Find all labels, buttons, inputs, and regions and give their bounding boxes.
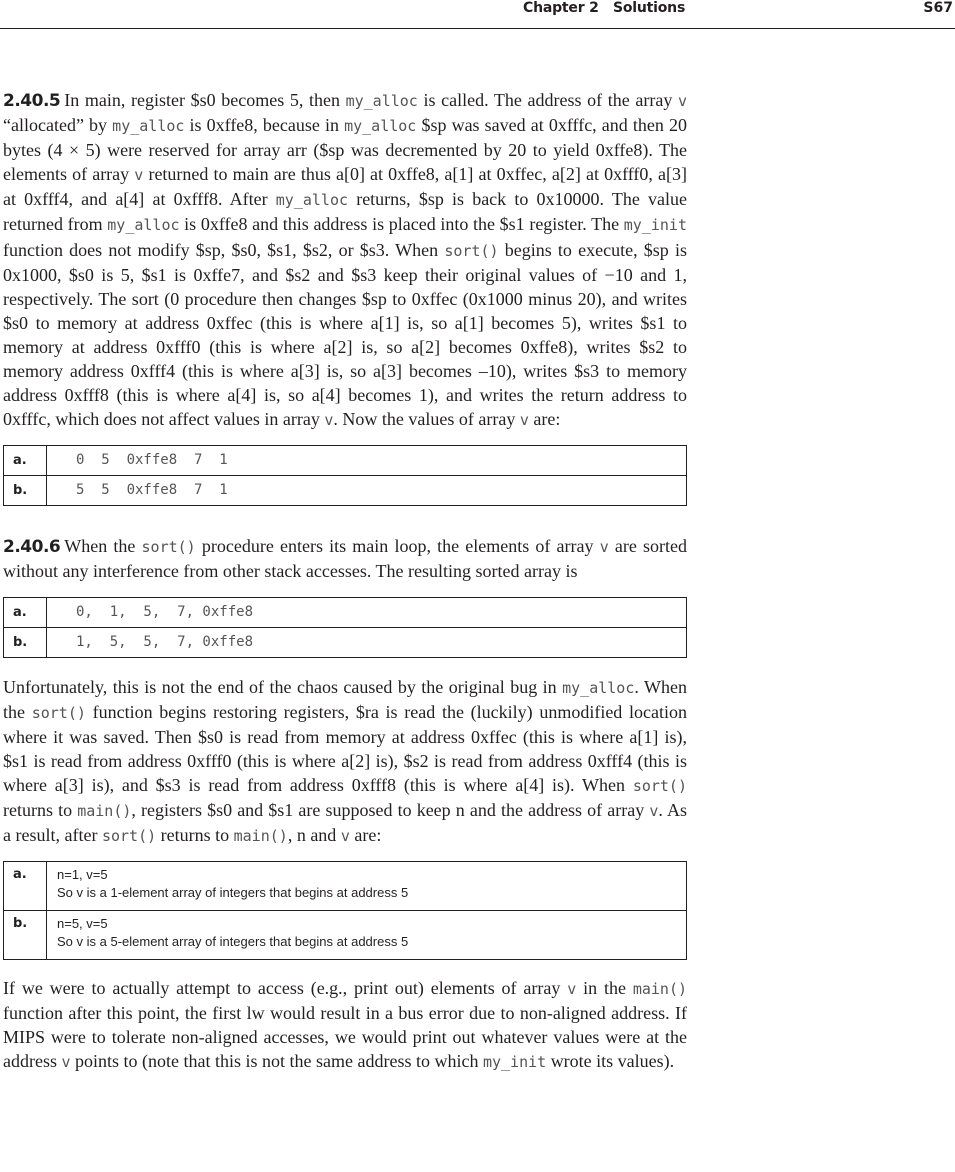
exercise-number: 2.40.6 xyxy=(3,537,61,558)
row-value: 5 5 0xffe8 7 1 xyxy=(47,476,687,506)
table-row xyxy=(4,597,687,627)
table-row xyxy=(4,476,687,506)
table-row xyxy=(4,446,687,476)
paragraph-restore: Unfortunately, this is not the end of the chaos caused by the original bug in my_alloc. When the sort() function begins restoring registers, $ra is read the (luckily) unmodified location where it was saved. Then $s0 is read from memory at address 0xffec (this is where a[1] is), $s1 is read from address 0xfff0 (this is where a[2] is), $s2 is read from address 0xfff4 (this is where a[3] is), and $s3 is read from address 0xfff8 (this is where a[4] is). When sort() returns to main(), registers $s0 and $s1 are supposed to keep n and the address of array v. As a result, after sort() returns to main(), n and v are: xyxy=(3,676,687,846)
code-term: v xyxy=(61,1053,71,1072)
code-term: my_alloc xyxy=(275,191,349,210)
document-body xyxy=(3,88,687,1075)
table-row xyxy=(4,627,687,657)
table-row xyxy=(4,862,687,911)
code-term: my_alloc xyxy=(107,216,180,235)
code-term: v xyxy=(134,166,144,185)
exercise-number: 2.40.5 xyxy=(3,91,61,111)
code-term: v xyxy=(599,538,609,557)
code-term: v xyxy=(649,801,659,820)
code-term: sort() xyxy=(141,538,196,557)
code-term: v xyxy=(567,980,577,999)
code-term: v xyxy=(324,411,334,430)
page-number: S67 xyxy=(923,0,953,16)
row-line-1: n=5, v=5 xyxy=(57,916,108,932)
code-term: main() xyxy=(632,980,688,999)
answer-table-sorted xyxy=(3,597,687,658)
row-value: 1, 5, 5, 7, 0xffe8 xyxy=(47,627,687,657)
row-label: b. xyxy=(4,911,47,960)
row-line-1: n=1, v=5 xyxy=(57,867,108,883)
answer-table-n-v xyxy=(3,861,687,960)
paragraph-conclusion: If we were to actually attempt to access (e.g., print out) elements of array v in the main() function after this point, the first lw would result in a bus error due to non-aligned address. If MIPS were to tolerate non-aligned accesses, we would print out whatever values were at the address v points to (note that this is not the same address to which my_init wrote its values). xyxy=(3,978,688,1072)
code-term: my_init xyxy=(623,216,687,235)
code-term: my_alloc xyxy=(345,92,418,110)
row-value: 0, 1, 5, 7, 0xffe8 xyxy=(47,597,687,627)
code-term: my_alloc xyxy=(112,117,185,136)
code-term: v xyxy=(677,92,687,110)
code-term: my_init xyxy=(482,1053,547,1072)
answer-table-2-40-5 xyxy=(3,445,687,506)
code-term: my_alloc xyxy=(562,678,635,697)
row-value: 0 5 0xffe8 7 1 xyxy=(47,446,687,476)
row-line-2: So v is a 1-element array of integers that begins at address 5 xyxy=(57,885,409,901)
chapter-label: Chapter 2 xyxy=(523,0,599,16)
running-header xyxy=(0,0,955,29)
code-term: sort() xyxy=(101,827,157,846)
row-label: a. xyxy=(4,862,47,911)
row-line-2: So v is a 5-element array of integers that begins at address 5 xyxy=(57,934,409,950)
code-term: sort() xyxy=(444,241,499,260)
row-value xyxy=(47,911,687,960)
table-row xyxy=(4,911,687,960)
row-label: a. xyxy=(4,446,47,476)
code-term: v xyxy=(519,411,529,430)
code-term: main() xyxy=(77,801,132,820)
row-label: a. xyxy=(4,597,47,627)
code-term: sort() xyxy=(31,703,86,722)
code-term: main() xyxy=(233,827,288,846)
row-label: b. xyxy=(4,627,47,657)
section-label: Solutions xyxy=(613,0,686,16)
paragraph-2-40-6: 2.40.6 When the sort() procedure enters its main loop, the elements of array v are sorted without any interference from other stack accesses. The resulting sorted array is xyxy=(3,536,687,582)
paragraph-2-40-5: 2.40.5 In main, register $s0 becomes 5, then my_alloc is called. The address of the array v “allocated” by my_alloc is 0xffe8, because in my_alloc $sp was saved at 0xfffc, and then 20 bytes (4 × 5) were reserved for array arr ($sp was decremented by 20 to yield 0xffe8). The elements of array v returned to main are thus a[0] at 0xffe8, a[1] at 0xffec, a[2] at 0xfff0, a[3] at 0xfff4, and a[4] at 0xfff8. After my_alloc returns, $sp is back to 0x10000. The value returned from my_alloc is 0xffe8 and this address is placed into the $s1 register. The my_init function does not modify $sp, $s0, $s1, $s2, or $s3. When sort() begins to execute, $sp is 0x1000, $s0 is 5, $s1 is 0xffe7, and $s2 and $s3 keep their original values of −10 and 1, respectively. The sort (0 procedure then changes $sp to 0xffec (0x1000 minus 20), and writes $s0 to memory at address 0xffec (this is where a[1] is, so a[1] becomes 5), writes $s1 to memory at address 0xfff0 (this is where a[2] is, so a[2] becomes 0xffe8), writes $s2 to memory address 0xfff4 (this is where a[3] is, so a[3] becomes –10), writes $s3 to memory address 0xfff8 (this is where a[4] is, so a[4] becomes 1), and writes the return address to 0xfffc, which does not affect values in array v. Now the values of array v are: xyxy=(3,90,688,430)
row-label: b. xyxy=(4,476,47,506)
code-term: my_alloc xyxy=(344,117,417,136)
code-term: sort() xyxy=(632,776,687,795)
row-value xyxy=(47,862,687,911)
code-term: v xyxy=(340,827,350,846)
